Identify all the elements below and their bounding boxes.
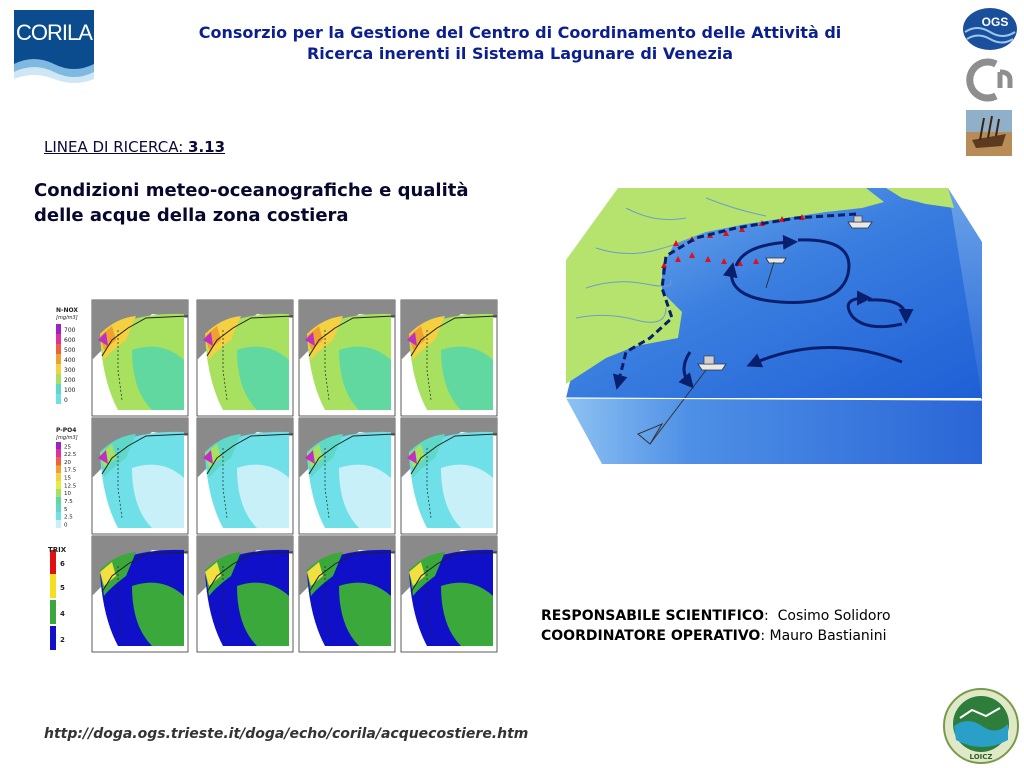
legend-trix-title: TRIX <box>48 546 67 554</box>
responsabile-label: RESPONSABILE SCIENTIFICO <box>541 608 765 624</box>
legend-tick-label: 12.5 <box>64 483 77 490</box>
map-panel <box>401 418 497 534</box>
corila-logo-text: CORILA <box>16 20 92 45</box>
map-panel <box>401 536 497 652</box>
legend-po4-unit: [mg/m3] <box>56 435 78 441</box>
legend-tick-label: 22.5 <box>64 452 77 459</box>
legend-tick-label: 2.5 <box>64 514 73 521</box>
loicz-logo-text: LOICZ <box>969 753 993 761</box>
ogs-logo <box>962 6 1018 52</box>
coordinatore-name: Mauro Bastianini <box>769 628 887 644</box>
research-vessel-logo <box>966 110 1012 156</box>
map-panel <box>299 300 395 416</box>
coordinatore-label: COORDINATORE OPERATIVO <box>541 628 761 644</box>
project-title-line-2: delle acque della zona costiera <box>34 205 349 226</box>
research-line <box>44 138 225 156</box>
map-panel <box>92 300 188 416</box>
legend-tick-label: 0 <box>64 522 68 529</box>
legend-nox-title: N-NOX <box>56 307 79 314</box>
research-line-number: 3.13 <box>188 138 226 156</box>
map-panel <box>197 300 293 416</box>
header-line-1: Consorzio per la Gestione del Centro di Coordinamento delle Attività di <box>198 23 842 42</box>
legend-tick-label: 400 <box>64 357 76 364</box>
legend-tick-label: 0 <box>64 397 68 404</box>
adriatic-circulation-diagram <box>566 188 982 464</box>
map-panel <box>92 536 188 652</box>
water-quality-maps <box>44 298 504 668</box>
corila-logo <box>14 10 94 86</box>
responsabile-name: Cosimo Solidoro <box>777 608 891 624</box>
ogs-logo-text: OGS <box>981 15 1009 29</box>
responsabile-row: RESPONSABILE SCIENTIFICO: Cosimo Solidoro <box>541 608 891 624</box>
legend-tick-label: 10 <box>64 491 71 498</box>
map-panel-grid <box>50 300 497 652</box>
legend-nox-unit: [mg/m3] <box>56 315 78 321</box>
legend-trix <box>48 546 67 554</box>
cnr-logo <box>966 58 1014 102</box>
legend-tick-label: 2 <box>60 636 65 644</box>
legend-tick-label: 5 <box>60 584 65 592</box>
responsabili-block <box>541 606 891 646</box>
legend-tick-label: 20 <box>64 459 71 466</box>
legend-tick-label: 4 <box>60 610 65 618</box>
legend-tick-label: 5 <box>64 506 68 513</box>
map-panel <box>197 536 293 652</box>
legend-tick-label: 15 <box>64 475 71 482</box>
coordinatore-row: COORDINATORE OPERATIVO: Mauro Bastianini <box>541 628 887 644</box>
map-panel <box>92 418 188 534</box>
legend-tick-label: 7.5 <box>64 498 73 505</box>
legend-tick-label: 100 <box>64 387 76 394</box>
project-title <box>34 178 554 228</box>
loicz-logo <box>942 688 1020 764</box>
legend-tick-label: 6 <box>60 560 65 568</box>
consortium-header <box>140 22 900 64</box>
map-panel <box>197 418 293 534</box>
legend-tick-label: 600 <box>64 337 76 344</box>
header-line-2: Ricerca inerenti il Sistema Lagunare di Venezia <box>306 44 734 63</box>
project-title-line-1: Condizioni meteo-oceanografiche e qualità <box>34 180 469 201</box>
legend-tick-label: 300 <box>64 367 76 374</box>
legend-tick-label: 500 <box>64 347 76 354</box>
legend-tick-label: 25 <box>64 444 71 451</box>
map-panel <box>299 536 395 652</box>
legend-tick-label: 200 <box>64 377 76 384</box>
map-panel <box>401 300 497 416</box>
project-url[interactable]: http://doga.ogs.trieste.it/doga/echo/corila/acquecostiere.htm <box>44 726 529 742</box>
corila-wave-icon <box>14 54 94 86</box>
block-front-face <box>566 398 982 464</box>
legend-tick-label: 17.5 <box>64 467 77 474</box>
research-line-label: LINEA DI RICERCA: <box>44 138 189 156</box>
legend-po4-title: P-PO4 <box>56 427 77 434</box>
map-panel <box>299 418 395 534</box>
legend-tick-label: 700 <box>64 327 76 334</box>
